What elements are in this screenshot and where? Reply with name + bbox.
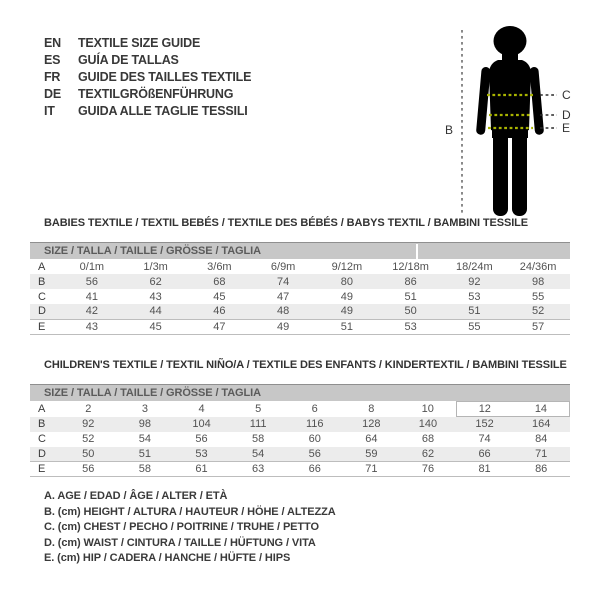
size-cell: 62 (149, 275, 162, 288)
size-cell: 3 (141, 403, 148, 415)
row-label: C (38, 290, 46, 303)
lang-code: DE (44, 87, 61, 101)
size-cell: 62 (400, 447, 457, 462)
size-cell: 92 (468, 275, 481, 288)
size-cell: 9/12m (331, 260, 363, 273)
size-cell: 44 (124, 304, 188, 319)
size-cell: 49 (340, 290, 353, 303)
size-cell: 54 (138, 433, 152, 445)
size-cell: 47 (213, 320, 226, 333)
size-cell: 58 (252, 433, 265, 445)
size-cell: 98 (138, 418, 152, 430)
lang-code: EN (44, 36, 61, 50)
child-silhouette-icon (440, 10, 595, 225)
lang-row-es (44, 52, 251, 69)
lang-row-en (44, 35, 251, 52)
size-cell: 57 (532, 320, 545, 333)
lang-label: GUIDA ALLE TAGLIE TESSILI (78, 104, 248, 118)
size-cell: 51 (340, 320, 353, 333)
legend-hip: E. (cm) HIP / CADERA / HANCHE / HÜFTE / HIPS (44, 552, 291, 564)
size-cell: 24/36m (519, 260, 557, 273)
figure-label-waist: D (562, 108, 571, 122)
children-section-title: CHILDREN'S TEXTILE / TEXTIL NIÑO/A / TEXTILE DES ENFANTS / KINDERTEXTIL / BAMBINI TESSILE (44, 359, 567, 371)
lang-code: ES (44, 53, 61, 67)
size-cell: 76 (421, 463, 435, 475)
size-cell: 71 (365, 463, 378, 475)
lang-row-fr (44, 69, 251, 86)
table-row-D (30, 304, 570, 319)
legend-height: B. (cm) HEIGHT / ALTURA / HAUTEUR / HÖHE / ALTEZZA (44, 505, 336, 518)
size-cell: 55 (468, 320, 481, 333)
size-cell: 52 (82, 433, 95, 445)
row-label: D (30, 447, 60, 462)
lang-label: TEXTILE SIZE GUIDE (78, 36, 201, 50)
table-row-C (30, 432, 570, 447)
size-cell: 1/3m (143, 260, 168, 273)
lang-label: GUÍA DE TALLAS (78, 53, 179, 67)
table-row-B (30, 274, 570, 289)
size-cell: 51 (404, 290, 417, 303)
figure-label-hip: E (562, 121, 571, 135)
size-cell: 64 (365, 433, 378, 445)
size-cell: 48 (251, 304, 315, 319)
size-cell: 63 (252, 463, 265, 475)
size-cell: 49 (277, 320, 290, 333)
size-cell: 56 (286, 447, 343, 462)
size-cell: 50 (379, 304, 443, 319)
size-cell: 50 (60, 447, 117, 462)
size-cell: 51 (443, 304, 507, 319)
size-cell: 12/18m (392, 260, 429, 273)
size-cell: 74 (478, 433, 491, 445)
size-cell: 52 (506, 304, 570, 319)
table-row-C (30, 289, 570, 304)
size-cell: 53 (468, 290, 481, 303)
babies-size-table (30, 259, 570, 335)
row-label: A (38, 260, 46, 273)
size-cell: 43 (85, 320, 98, 333)
size-cell: 152 (475, 418, 494, 431)
size-cell: 12 (456, 402, 513, 417)
children-size-table (30, 401, 570, 477)
size-cell: 14 (513, 402, 570, 417)
size-cell: 66 (456, 447, 513, 462)
babies-section (30, 217, 570, 335)
size-cell: 43 (149, 290, 162, 303)
size-cell: 53 (173, 447, 230, 462)
table-row-E (30, 462, 570, 477)
size-cell: 47 (277, 290, 290, 303)
size-cell: 60 (308, 433, 321, 445)
row-label: C (38, 433, 46, 445)
lang-code: FR (44, 70, 61, 84)
table-row-A (30, 259, 570, 274)
bar-divider (416, 244, 418, 259)
size-cell: 8 (368, 403, 375, 415)
lang-code: IT (44, 104, 55, 118)
lang-row-de (44, 86, 251, 103)
size-cell: 128 (362, 418, 381, 430)
size-cell: 56 (82, 463, 95, 475)
size-cell: 66 (308, 463, 321, 475)
children-size-header-text: SIZE / TALLA / TAILLE / GRÖSSE / TAGLIA (44, 387, 261, 399)
size-cell: 111 (249, 418, 267, 430)
size-cell: 53 (404, 320, 417, 333)
size-cell: 45 (213, 290, 226, 303)
size-cell: 56 (85, 275, 98, 288)
size-cell: 59 (343, 447, 400, 462)
size-cell: 68 (213, 275, 226, 288)
size-cell: 4 (198, 403, 205, 415)
babies-size-header-text: SIZE / TALLA / TAILLE / GRÖSSE / TAGLIA (44, 245, 261, 257)
babies-size-header (30, 242, 570, 259)
size-cell: 71 (513, 447, 570, 462)
lang-label: GUIDE DES TAILLES TEXTILE (78, 70, 252, 84)
size-cell: 51 (117, 447, 174, 462)
size-cell: 140 (418, 418, 438, 430)
legend-chest: C. (cm) CHEST / PECHO / POITRINE / TRUHE / PETTO (44, 521, 319, 533)
size-cell: 54 (230, 447, 287, 462)
size-cell: 6 (311, 403, 318, 415)
size-cell: 10 (421, 403, 434, 415)
size-cell: 61 (195, 463, 208, 475)
size-cell: 164 (532, 418, 551, 431)
size-cell: 74 (277, 275, 290, 288)
figure-label-height: B (445, 123, 454, 137)
row-label: B (38, 275, 46, 288)
lang-row-it (44, 103, 251, 120)
table-row-D (30, 447, 570, 462)
table-row-A (30, 402, 570, 417)
children-section (30, 359, 570, 477)
measurement-figure (440, 10, 595, 225)
size-cell: 58 (138, 463, 152, 475)
measurement-legend (44, 489, 336, 567)
size-cell: 45 (149, 320, 162, 333)
size-cell: 5 (255, 403, 262, 415)
size-cell: 86 (404, 275, 417, 288)
babies-section-title: BABIES TEXTILE / TEXTIL BEBÉS / TEXTILE DES BÉBÉS / BABYS TEXTIL / BAMBINI TESSILE (44, 217, 529, 229)
size-cell: 49 (315, 304, 379, 319)
size-cell: 84 (535, 433, 548, 445)
size-cell: 98 (532, 275, 545, 288)
children-size-header (30, 384, 570, 401)
size-cell: 92 (82, 418, 95, 430)
size-cell: 0/1m (79, 260, 105, 273)
figure-label-chest: C (562, 88, 571, 102)
size-cell: 6/9m (270, 260, 296, 273)
language-list (44, 35, 251, 120)
legend-waist: D. (cm) WAIST / CINTURA / TAILLE / HÜFTUNG / VITA (44, 536, 316, 549)
size-cell: 46 (188, 304, 252, 319)
size-cell: 55 (532, 290, 545, 303)
silhouette-shape (476, 26, 544, 216)
size-cell: 2 (85, 403, 92, 415)
size-cell: 18/24m (456, 260, 493, 273)
size-cell: 3/6m (207, 260, 232, 273)
lang-label: TEXTILGRÖßENFÜHRUNG (78, 87, 234, 101)
table-row-B (30, 417, 570, 432)
row-label: E (38, 463, 46, 475)
size-cell: 86 (535, 463, 548, 475)
table-row-E (30, 319, 570, 334)
row-label: E (38, 320, 46, 333)
size-cell: 80 (340, 275, 353, 288)
row-label: B (38, 418, 46, 430)
row-label: A (38, 403, 46, 415)
size-cell: 68 (421, 433, 435, 445)
size-cell: 41 (85, 290, 98, 303)
size-cell: 81 (478, 463, 491, 475)
size-cell: 116 (305, 418, 324, 430)
legend-age: A. AGE / EDAD / ÂGE / ALTER / ETÀ (44, 490, 228, 502)
size-cell: 42 (60, 304, 124, 319)
size-cell: 104 (192, 418, 211, 430)
row-label: D (30, 304, 60, 319)
size-cell: 56 (195, 433, 208, 445)
